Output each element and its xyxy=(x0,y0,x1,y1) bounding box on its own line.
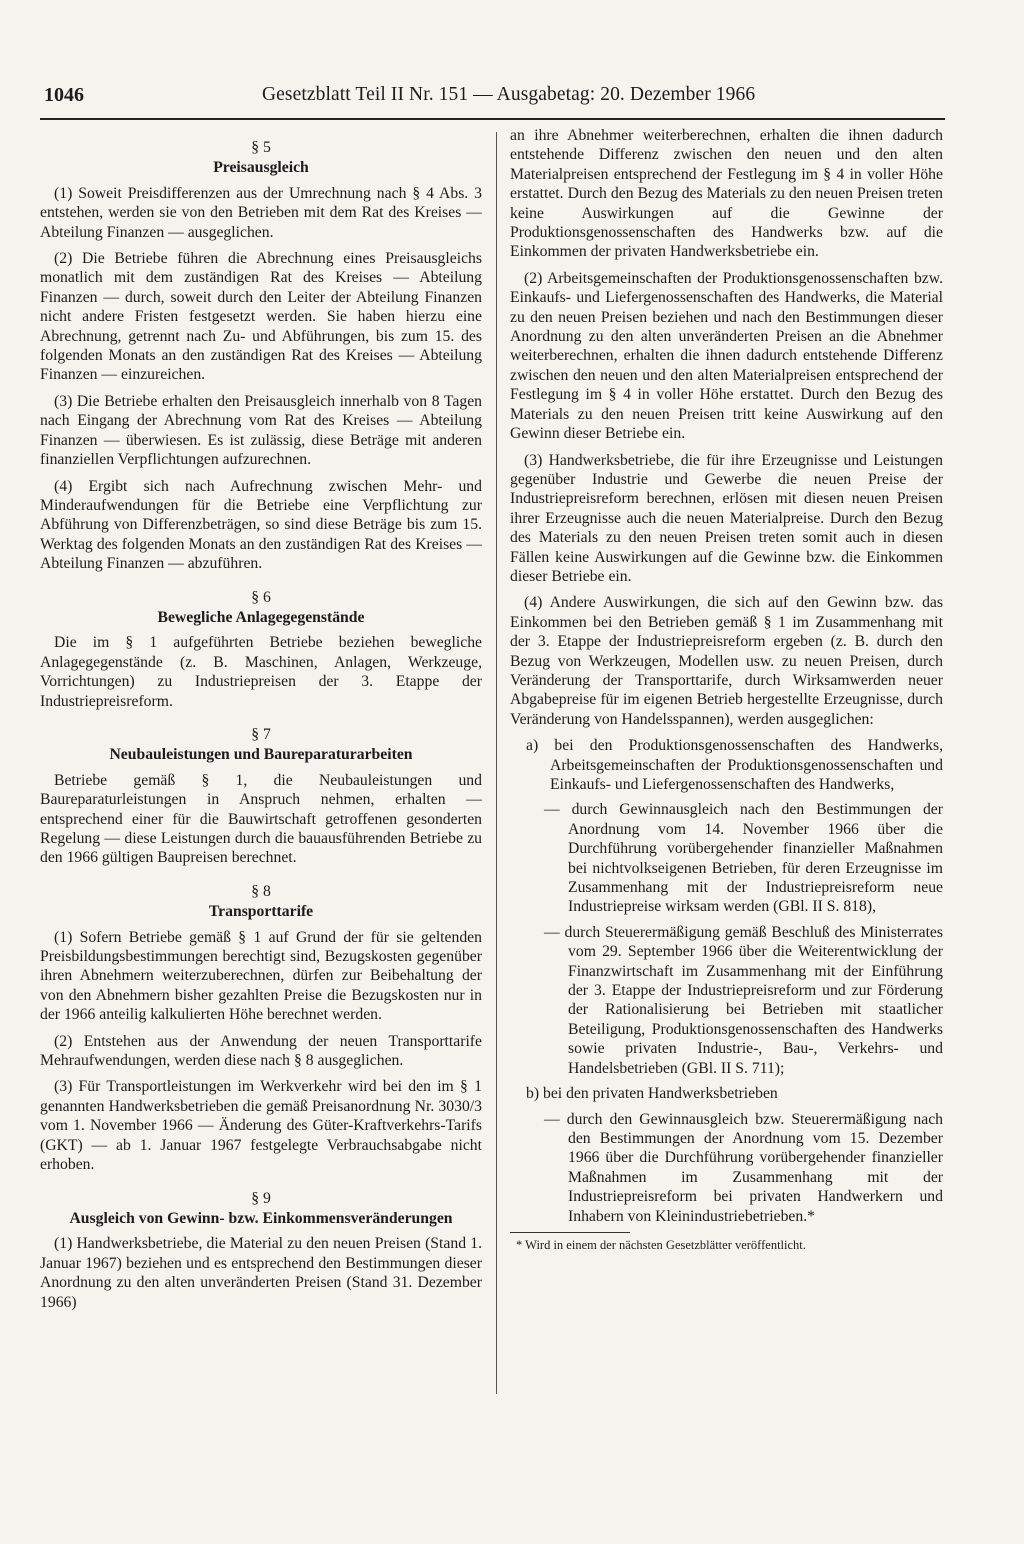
list-item-a: a) bei den Produktionsgenossenschaften des Handwerks, Arbeitsgemeinschaften der Produktionsgenossenschaften und Einkaufs- und Liefergenossenschaften des Handwerks, xyxy=(526,737,943,793)
right-column xyxy=(510,126,943,1253)
section-6-paragraph-1: Die im § 1 aufgeführten Betriebe beziehen bewegliche Anlagegegenstände (z. B. Maschinen, Anlagen, Werkzeuge, Vorrichtungen) zu Industriepreisen der 3. Etappe der Industriepreisreform. xyxy=(40,634,482,710)
column-divider xyxy=(496,132,497,1394)
section-9-number: § 9 xyxy=(251,1189,271,1207)
section-6-title: Bewegliche Anlagegegenstände xyxy=(157,608,365,626)
list-item-b-dash-1: — durch den Gewinnausgleich bzw. Steuerermäßigung nach den Bestimmungen der Anordnung vom 15. Dezember 1966 über die Durchführung vorübergehender finanzieller Maßnahmen im Zusammenhang mit der Industriepreisreform bei privaten Handwerkern und Inhabern von Kleinindustriebetrieben.* xyxy=(544,1110,943,1225)
section-8-paragraph-2: (2) Entstehen aus der Anwendung der neuen Transporttarife Mehraufwendungen, werden diese nach § 8 ausgeglichen. xyxy=(40,1032,482,1070)
page-header xyxy=(40,78,945,120)
section-7-number: § 7 xyxy=(251,725,271,743)
section-7-paragraph-1: Betriebe gemäß § 1, die Neubauleistungen und Baureparaturleistungen in Anspruch nehmen, erhalten — entsprechend einer für die Bauwirtschaft getroffenen gesonderten Regelung — diese Leistungen durch die bauausführenden Betriebe zu den 1966 gültigen Baupreisen berechnet. xyxy=(40,771,482,867)
section-5-title: Preisausgleich xyxy=(213,159,309,177)
section-9-title: Ausgleich von Gewinn- bzw. Einkommensveränderungen xyxy=(69,1209,453,1227)
list-item-a-dash-2: — durch Steuerermäßigung gemäß Beschluß des Ministerrates vom 29. September 1966 über die Weiterentwicklung der Finanzwirtschaft im Zusammenhang mit der Einführung der 3. Etappe der Industriepreisreform und zur Förderung der Rationalisierung bei Betrieben mit staatlicher Beteiligung, Produktionsgenossenschaften des Handwerks sowie privaten Industrie-, Bau-, Verkehrs- und Handelsbetrieben (GBl. II S. 711); xyxy=(544,923,943,1077)
page-number: 1046 xyxy=(44,84,84,106)
list-item-b: b) bei den privaten Handwerksbetrieben xyxy=(526,1085,778,1103)
section-6-number: § 6 xyxy=(251,588,271,606)
section-9-paragraph-3: (3) Handwerksbetriebe, die für ihre Erzeugnisse und Leistungen gegenüber Industrie und Gewerbe die neuen Preise der Industriepreisreform berechnen, erlösen mit diesen neuen Preisen ihrer Erzeugnisse auch die neuen Materialpreise. Durch den Bezug des Materials zu den neuen Preisen treten somit auch in diesen Fällen keine Auswirkungen auf die Gewinne bzw. die Einkommen dieser Betriebe ein. xyxy=(510,451,943,585)
section-5-number: § 5 xyxy=(251,139,271,156)
footnote-rule xyxy=(510,1232,630,1233)
section-5-paragraph-4: (4) Ergibt sich nach Aufrechnung zwischen Mehr- und Minderaufwendungen für die Betriebe eine Verpflichtung zur Abführung von Differenzbeträgen, so sind diese Beträge bis zum 15. Werktag des folgenden Monats an den zuständigen Rat des Kreises — Abteilung Finanzen — abzuführen. xyxy=(40,477,482,573)
section-9-paragraph-4: (4) Andere Auswirkungen, die sich auf den Gewinn bzw. das Einkommen bei den Betrieben gemäß § 1 im Zusammenhang mit der 3. Etappe der Industriepreisreform ergeben (z. B. durch den Bezug von Werkzeugen, Modellen usw. zu neuen Preisen, durch Veränderung der Transporttarife, durch Wirksamwerden neuer Abgabepreise für im eigenen Betrieb hergestellte Erzeugnisse, durch Veränderung von Handelsspannen), werden ausgeglichen: xyxy=(510,594,943,728)
section-5-paragraph-2: (2) Die Betriebe führen die Abrechnung eines Preisausgleichs monatlich mit dem zuständigen Rat des Kreises — Abteilung Finanzen — durch, soweit durch den Leiter der Abteilung Finanzen nicht andere Fristen festgesetzt werden. Sie haben hierzu eine Abrechnung, getrennt nach Zu- und Abführungen, bis zum 15. des folgenden Monats an den zuständigen Rat des Kreises — Abteilung Finanzen — einzureichen. xyxy=(40,250,482,384)
footnote: * Wird in einem der nächsten Gesetzblätter veröffentlicht. xyxy=(516,1237,806,1252)
section-9-paragraph-1: (1) Handwerksbetriebe, die Material zu den neuen Preisen (Stand 1. Januar 1967) beziehen und es entsprechend den Bestimmungen dieser Anordnung zu den alten unveränderten Preisen (Stand 31. Dezember 1966) xyxy=(40,1235,482,1311)
section-8-paragraph-3: (3) Für Transportleistungen im Werkverkehr wird bei den im § 1 genannten Handwerksbetrieben die gemäß Preisanordnung Nr. 3030/3 vom 1. November 1966 — Änderung des Güter-Kraftverkehrs-Tarifs (GKT) — ab 1. Januar 1967 festgelegte Verbrauchsabgabe nicht erhoben. xyxy=(40,1078,482,1174)
section-9-paragraph-2: (2) Arbeitsgemeinschaften der Produktionsgenossenschaften bzw. Einkaufs- und Liefergenossenschaften des Handwerks, die Material zu den neuen Preisen beziehen und nach den Bestimmungen dieser Anordnung zu den alten unveränderten Preisen an die Abnehmer weiterberechnen, erhalten die ihnen dadurch entstehende Differenz zwischen den neuen und den alten Materialpreisen entsprechend der Festlegung im § 4 in voller Höhe erstattet. Durch den Bezug des Materials zu den neuen Preisen tritt keine Auswirkung auf den Gewinn dieser Betriebe ein. xyxy=(510,269,943,443)
section-9-paragraph-1-continued: an ihre Abnehmer weiterberechnen, erhalten die ihnen dadurch entstehende Differenz zwischen den neuen und den alten Materialpreisen entsprechend der Festlegung im § 4 in voller Höhe erstattet. Durch den Bezug des Materials zu den neuen Preisen treten keine Auswirkungen auf die Gewinne der Produktionsgenossenschaften des Handwerks bzw. auf die Einkommen der privaten Handwerksbetriebe ein. xyxy=(510,127,943,261)
section-5-paragraph-1: (1) Soweit Preisdifferenzen aus der Umrechnung nach § 4 Abs. 3 entstehen, werden sie von den Betrieben mit dem Rat des Kreises — Abteilung Finanzen — ausgeglichen. xyxy=(40,184,482,241)
section-7-title: Neubauleistungen und Baureparaturarbeiten xyxy=(109,746,413,764)
section-8-number: § 8 xyxy=(251,882,271,900)
header-title: Gesetzblatt Teil II Nr. 151 — Ausgabetag: 20. Dezember 1966 xyxy=(262,84,756,105)
left-column xyxy=(40,126,482,1319)
section-8-paragraph-1: (1) Sofern Betriebe gemäß § 1 auf Grund der für sie geltenden Preisbildungsbestimmungen berechtigt sind, Bezugskosten gegenüber ihren Abnehmern weiterzuberechnen, dürfen zur Beibehaltung der von den Abnehmern bisher gezahlten Preise die Bezugskosten nur in der 1966 anteilig kalkulierten Höhe berechnet werden. xyxy=(40,928,482,1024)
section-5-paragraph-3: (3) Die Betriebe erhalten den Preisausgleich innerhalb von 8 Tagen nach Eingang der Abrechnung vom Rat des Kreises — Abteilung Finanzen — überwiesen. Es ist zulässig, diese Beträge mit anderen finanziellen Verpflichtungen aufzurechnen. xyxy=(40,392,482,469)
list-item-a-dash-1: — durch Gewinnausgleich nach den Bestimmungen der Anordnung vom 14. November 1966 über die Durchführung vorübergehender finanzieller Maßnahmen bei nichtvolkseigenen Betrieben, für deren Erzeugnisse im Zusammenhang mit der Industriepreisreform neue Industriepreise wirksam werden (GBl. II S. 818), xyxy=(544,801,943,916)
section-8-title: Transporttarife xyxy=(208,903,314,921)
